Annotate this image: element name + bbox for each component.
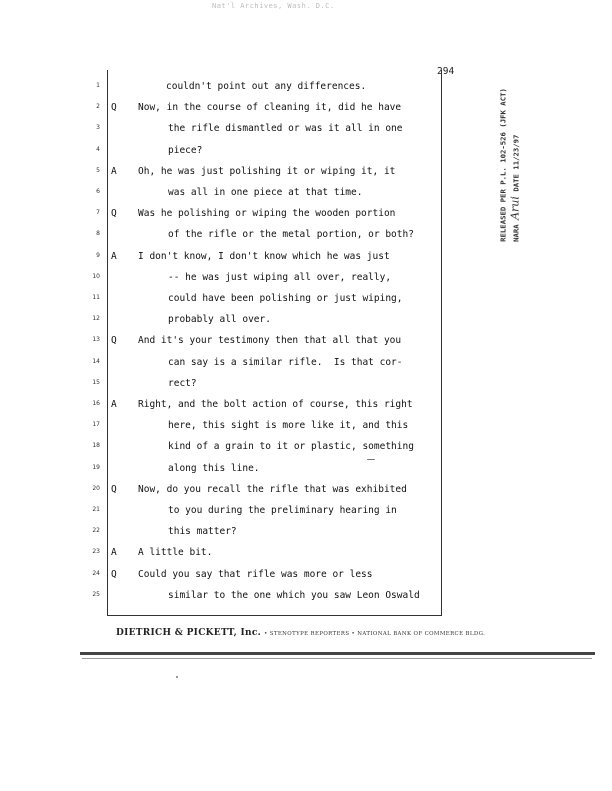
line-text: kind of a grain to it or plastic, something [168, 441, 414, 453]
line-text: can say is a similar rifle. Is that cor- [168, 356, 403, 368]
transcript-line [96, 250, 528, 272]
line-text: similar to the one which you saw Leon Oswald [168, 589, 420, 601]
transcript-line [92, 589, 528, 611]
reporter-firm-name: DIETRICH & PICKETT, Inc. [116, 628, 262, 638]
line-number: 2 [96, 103, 100, 111]
faint-archive-header: Nat'l Archives, Wash. D.C. [212, 2, 335, 10]
line-number: 8 [96, 230, 100, 238]
transcript-line [96, 81, 528, 102]
speaker-label: Q [111, 483, 117, 495]
line-number: 21 [92, 506, 100, 513]
line-text: this matter? [168, 526, 237, 538]
transcript-line [96, 102, 528, 123]
reporter-footer [116, 620, 485, 639]
release-stamp-nara: NARA [511, 224, 521, 242]
release-stamp [485, 60, 535, 270]
transcript-line [92, 483, 528, 505]
release-stamp-initials: Arui [508, 196, 522, 220]
transcript-line [92, 314, 528, 335]
transcript-line [96, 229, 528, 250]
line-number: 5 [96, 166, 100, 174]
line-text: rect? [168, 377, 197, 389]
speaker-label: A [111, 165, 117, 177]
line-text: along this line. [168, 462, 260, 474]
line-text: the rifle dismantled or was it all in one [168, 123, 403, 135]
footer-rule-light [82, 658, 592, 659]
line-text: I don't know, I don't know which he was just [138, 250, 390, 262]
line-text: And it's your testimony then that all that you [138, 335, 402, 347]
line-number: 23 [92, 548, 100, 556]
release-stamp-date: 11/23/97 [511, 134, 521, 170]
line-number: 14 [92, 357, 100, 365]
line-number: 17 [92, 421, 100, 429]
page-number: 294 [437, 66, 455, 77]
line-number: 6 [96, 188, 100, 195]
line-number: 20 [92, 484, 100, 492]
line-number: 16 [92, 400, 100, 407]
transcript-line [92, 462, 528, 484]
line-number: 22 [92, 527, 100, 535]
transcript-line [92, 505, 528, 526]
speaker-label: Q [111, 335, 117, 347]
release-stamp-line1: RELEASED PER P.L. 102-526 (JFK ACT) [498, 88, 508, 242]
line-text: was all in one piece at that time. [168, 187, 363, 198]
line-number: 15 [92, 378, 100, 386]
line-text: piece? [168, 144, 203, 156]
transcript-line [96, 187, 528, 208]
line-text: Now, in the course of cleaning it, did he have [138, 102, 402, 114]
transcript-line [92, 335, 528, 356]
release-stamp-line2 [510, 88, 523, 242]
line-number: 13 [92, 336, 100, 344]
transcript-line [92, 293, 528, 314]
transcript-line [92, 356, 528, 378]
line-text: Oh, he was just polishing it or wiping it, it [138, 165, 396, 177]
line-number: 18 [92, 442, 100, 450]
line-text: -- he was just wiping all over, really, [168, 271, 392, 283]
line-number: 4 [96, 145, 100, 153]
speaker-label: Q [111, 208, 117, 220]
line-number: 7 [96, 209, 100, 217]
speaker-label: A [111, 547, 117, 559]
transcript-line [92, 420, 528, 441]
transcript-line [92, 441, 528, 462]
transcript-line [96, 123, 528, 144]
line-text: to you during the preliminary hearing in [168, 505, 397, 516]
speaker-label: Q [111, 102, 117, 114]
line-text: could have been polishing or just wiping, [168, 293, 403, 304]
transcript-line [92, 568, 528, 590]
transcript-line [92, 547, 528, 568]
line-text: Was he polishing or wiping the wooden portion [138, 208, 396, 220]
line-text: Could you say that rifle was more or less [138, 568, 373, 580]
line-number: 24 [92, 569, 100, 577]
line-number: 1 [96, 82, 100, 89]
line-text: couldn't point out any differences. [166, 81, 367, 92]
footer-rule-heavy [80, 652, 595, 655]
speaker-label: Q [111, 568, 117, 580]
line-text: of the rifle or the metal portion, or both? [168, 229, 414, 241]
transcript-line [92, 526, 528, 547]
line-number: 11 [92, 294, 100, 301]
line-text: here, this sight is more like it, and this [168, 420, 409, 432]
line-text: A little bit. [138, 547, 213, 559]
line-number: 9 [96, 251, 100, 259]
reporter-firm-address: • STENOTYPE REPORTERS • NATIONAL BANK OF COMMERCE BLDG. [264, 631, 486, 637]
scan-speck [367, 459, 375, 460]
speaker-label: A [111, 250, 117, 262]
line-number: 3 [96, 124, 100, 132]
release-stamp-date-label: DATE [511, 174, 521, 192]
speaker-label: A [111, 399, 117, 410]
line-number: 10 [92, 272, 100, 280]
transcript-line [96, 144, 528, 166]
transcript-body [92, 70, 442, 616]
transcript-line [92, 271, 528, 293]
line-text: Now, do you recall the rifle that was exhibited [138, 483, 407, 495]
scan-speck [176, 676, 178, 678]
transcript-line [92, 377, 528, 399]
release-stamp-text [498, 88, 523, 242]
transcript-line [96, 165, 528, 187]
line-number: 19 [92, 463, 100, 471]
transcript-line [92, 399, 528, 420]
line-text: Right, and the bolt action of course, this right [138, 399, 413, 410]
line-number: 25 [92, 590, 100, 598]
line-text: probably all over. [168, 314, 271, 326]
line-number: 12 [92, 315, 100, 323]
